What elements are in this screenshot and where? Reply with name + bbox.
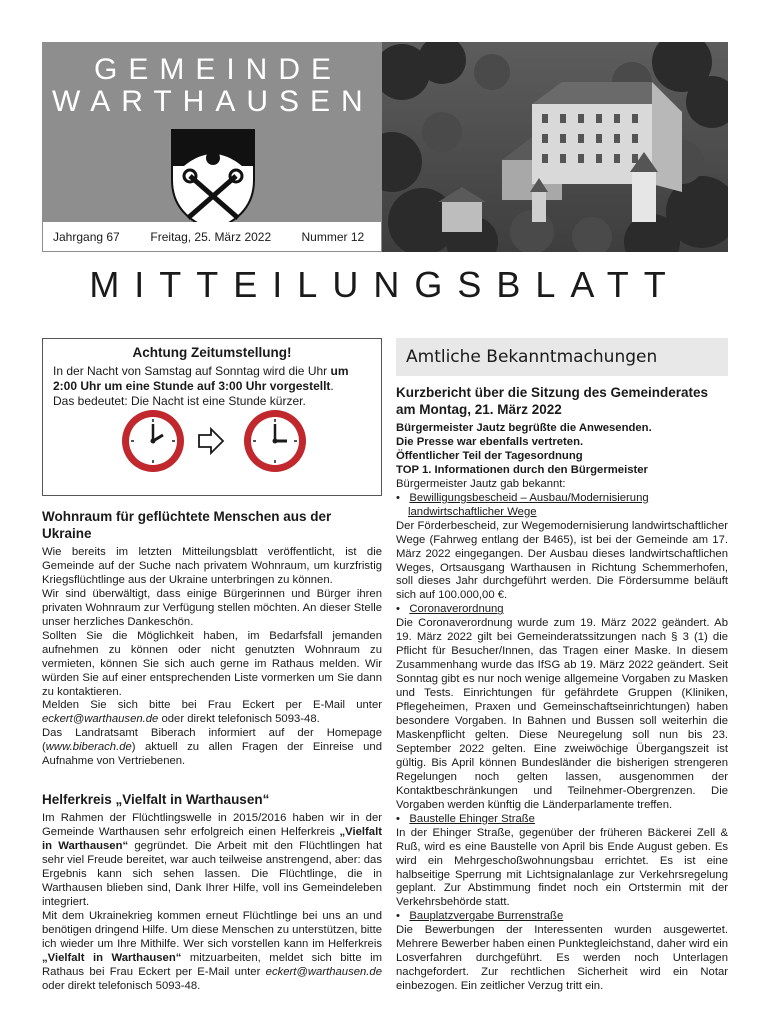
coat-of-arms-icon xyxy=(170,128,256,232)
notice-text-part: In der Nacht von Samstag auf Sonntag wird die Uhr xyxy=(53,364,331,378)
masthead-title-panel xyxy=(42,42,382,252)
time-change-notice xyxy=(42,338,382,496)
helferkreis-p1-end: gegründet. Die Arbeit mit den Flüchtlingen hat sehr viel Freude bereitet, war auch teilweise anstrengend, aber: das Ergebnis kann sich sehen lassen. Die Flüchtlinge, die in Warthausen blieben sind, Dank Ihrer Hilfe, voll ins Gemeindeleben integriert. xyxy=(42,840,382,908)
bullet-title: Bewilligungsbescheid – Ausbau/Modernisierung landwirtschaftlicher Wege xyxy=(408,491,649,518)
bullet-text: Die Coronaverordnung wurde zum 19. März 2022 geändert. Ab 19. März 2022 gilt bei Gemeinderatssitzungen nach § 3 (1) die Pflicht für Besucher/Innen, das Tragen einer Maske. In diesem Zusammenhang wurde das IfSG ab 19. März 2022 geändert. Seit Sonntag gibt es nur noch wenige allgemeine Vorgaben zu Masken und Tests. Einrichtungen für gefährdete Gruppen (Kliniken, Pflegeheimen, Praxen und Gemeinschaftseinrichtungen) haben besondere Vorgaben. In Bahnen und Bussen soll weiterhin die Maskenpflicht gelten. Diese Neuregelung soll nun bis 23. September 2022 gelten. Eine zweiwöchige Übergangszeit ist gültig. Bis April können Bundesländer die bisherigen strengeren Regelungen noch gelten lassen, ausgenommen der Kontaktbeschränkungen und Teilnehmer-Obergrenzen. Die Vorgaben werden künftig die Länderparlamente treffen. xyxy=(396,617,728,811)
email-link[interactable]: eckert@warthausen.de xyxy=(265,965,382,978)
bullet-text: Die Bewerbungen der Interessenten wurden ausgewertet. Mehrere Bewerber haben einen Punktegleichstand, daher wird ein Losverfahren durchgeführt. Es werden noch Unterlagen nachgefordert. Zur rechtlichen Sicherheit wird ein Notar einbezogen. Ein zeitlicher Verzug tritt ein. xyxy=(396,924,728,993)
wohnraum-p3: Sollten Sie die Möglichkeit haben, im Bedarfsfall jemanden aufnehmen zu können oder nicht genutzten Wohnraum zu vermieten, können Sie sich auch gerne im Rathaus melden. Wir würden Sie auf einer entsprechenden Liste vormerken um Sie dann zu kontaktieren. xyxy=(42,629,382,698)
issue-volume: Jahrgang 67 xyxy=(53,229,120,244)
report-line: Öffentlicher Teil der Tagesordnung xyxy=(396,449,583,462)
bullet-text: Der Förderbescheid, zur Wegemodernisierung landwirtschaftlicher Wege (Fahrweg entlang der B465), ist bei der Gemeinde am 17. März 2022 eingegangen. Der Ausbau dieses landwirtschaftlichen Weges, Ortsausgang Warthausen in Richtung Schemmerhofen, soll dieses Jahr durchgeführt werden. Die Fördersumme beläuft sich auf 100.000,00 €. xyxy=(396,519,728,602)
bullet-text: In der Ehinger Straße, gegenüber der früheren Bäckerei Zell & Ruß, wird es eine Baustelle von April bis Ende August geben. Es wird ein Mehrgeschoßwohnungsbau errichtet. Es ist eine halbseitige Sperrung mit Lichtsignalanlage zur Verkehrsregelung geplant. Zur Abstimmung findet noch ein Ortstermin mit der Verkehrsbehörde statt. xyxy=(396,826,728,909)
arrow-right-icon xyxy=(199,429,223,453)
helferkreis-heading: Helferkreis „Vielfalt in Warthausen“ xyxy=(42,792,270,808)
wohnraum-p5: Das Landratsamt Biberach informiert auf der Homepage ( xyxy=(42,727,382,754)
notice-title: Achtung Zeitumstellung! xyxy=(132,345,292,360)
wohnraum-p5-end: ) aktuell zu allen Fragen der Einreise und Aufnahme von Vertriebenen. xyxy=(42,741,382,768)
report-intro: Bürgermeister Jautz gab bekannt: xyxy=(396,477,566,490)
issue-date: Freitag, 25. März 2022 xyxy=(150,229,272,244)
wohnraum-p1: Wie bereits im letzten Mitteilungsblatt veröffentlicht, ist die Gemeinde auf der Suche nach privatem Wohnraum, um kurzfristig Kriegsflüchtlinge aus der Ukraine unterbringen zu können. xyxy=(42,546,382,586)
notice-text-line2: Das bedeutet: Die Nacht ist eine Stunde kürzer. xyxy=(53,394,306,408)
clocks-illustration xyxy=(119,407,309,475)
helferkreis-p2-bold: „Vielfalt in Warthausen“ xyxy=(42,951,182,964)
helferkreis-p2-mid: mitzuarbeiten, meldet sich bitte im Rathaus bei Frau Eckert per E-Mail unter xyxy=(42,951,382,978)
wohnraum-p2: Wir sind überwältigt, dass einige Bürgerinnen und Bürger ihren privaten Wohnraum zur Verfügung stellen möchten. An dieser Stelle unser herzliches Dankeschön. xyxy=(42,587,382,628)
masthead xyxy=(42,42,728,252)
report-line: Bürgermeister Jautz begrüßte die Anwesenden. xyxy=(396,422,652,434)
helferkreis-p1: Im Rahmen der Flüchtlingswelle in 2015/2016 haben wir in der Gemeinde Warthausen sehr erfolgreich einen Helferkreis xyxy=(42,812,382,839)
issue-info-strip xyxy=(42,222,382,252)
bullet-item: • Coronaverordnung xyxy=(396,603,504,616)
left-column xyxy=(42,508,382,994)
bullet-title: Bauplatzvergabe Burrenstraße xyxy=(409,910,564,923)
wohnraum-paragraph xyxy=(42,546,382,769)
bullet-item: • Bauplatzvergabe Burrenstraße xyxy=(396,910,564,923)
helferkreis-p1-bold: „Vielfalt in Warthausen“ xyxy=(42,826,382,853)
wohnraum-heading: Wohnraum für geflüchtete Menschen aus der Ukraine xyxy=(42,509,332,541)
bullet-item: • Baustelle Ehinger Straße xyxy=(396,812,535,825)
right-column xyxy=(396,338,728,994)
clock-2am-icon xyxy=(122,410,184,472)
bullet-item: • Bewilligungsbescheid – Ausbau/Modernisierung landwirtschaftlicher Wege xyxy=(396,491,649,518)
notice-text-end: . xyxy=(330,379,334,393)
issue-number: Nummer 12 xyxy=(301,229,365,244)
email-link[interactable]: eckert@warthausen.de xyxy=(42,713,159,726)
castle-photo-illustration xyxy=(382,42,728,252)
official-notices-banner: Amtliche Bekanntmachungen xyxy=(396,338,728,376)
report-line: Die Presse war ebenfalls vertreten. xyxy=(396,435,584,448)
helferkreis-paragraph xyxy=(42,812,382,993)
notice-text-bold: um 2:00 Uhr um eine Stunde auf 3:00 Uhr vorgestellt xyxy=(53,364,349,393)
masthead-title-line1: GEMEINDE xyxy=(94,53,343,86)
bullet-title: Baustelle Ehinger Straße xyxy=(409,812,535,825)
wohnraum-p4-end: oder direkt telefonisch 5093-48. xyxy=(158,713,320,726)
notice-text xyxy=(43,360,381,409)
bullet-title: Coronaverordnung xyxy=(409,603,504,616)
council-report-heading: Kurzbericht über die Sitzung des Gemeinderates am Montag, 21. März 2022 xyxy=(396,385,709,417)
castle-photo xyxy=(382,42,728,252)
newsletter-title: MITTEILUNGSBLATT xyxy=(89,264,681,305)
wohnraum-p4: Melden Sie sich bitte bei Frau Eckert per E-Mail unter xyxy=(42,699,382,712)
helferkreis-p2-end: oder direkt telefonisch 5093-48. xyxy=(42,979,201,992)
masthead-title-line2: WARTHAUSEN xyxy=(52,85,374,118)
helferkreis-p2: Mit dem Ukrainekrieg kommen erneut Flüchtlinge bei uns an und benötigen dringend Hilfe. Um diese Menschen zu unterstützen, bitte ich wieder um Ihre Mithilfe. Wer sich vorstellen kann im Helferkreis xyxy=(42,909,382,950)
website-link[interactable]: www.biberach.de xyxy=(45,741,132,754)
report-line: TOP 1. Informationen durch den Bürgermeister xyxy=(396,463,648,476)
clock-3am-icon xyxy=(244,410,306,472)
